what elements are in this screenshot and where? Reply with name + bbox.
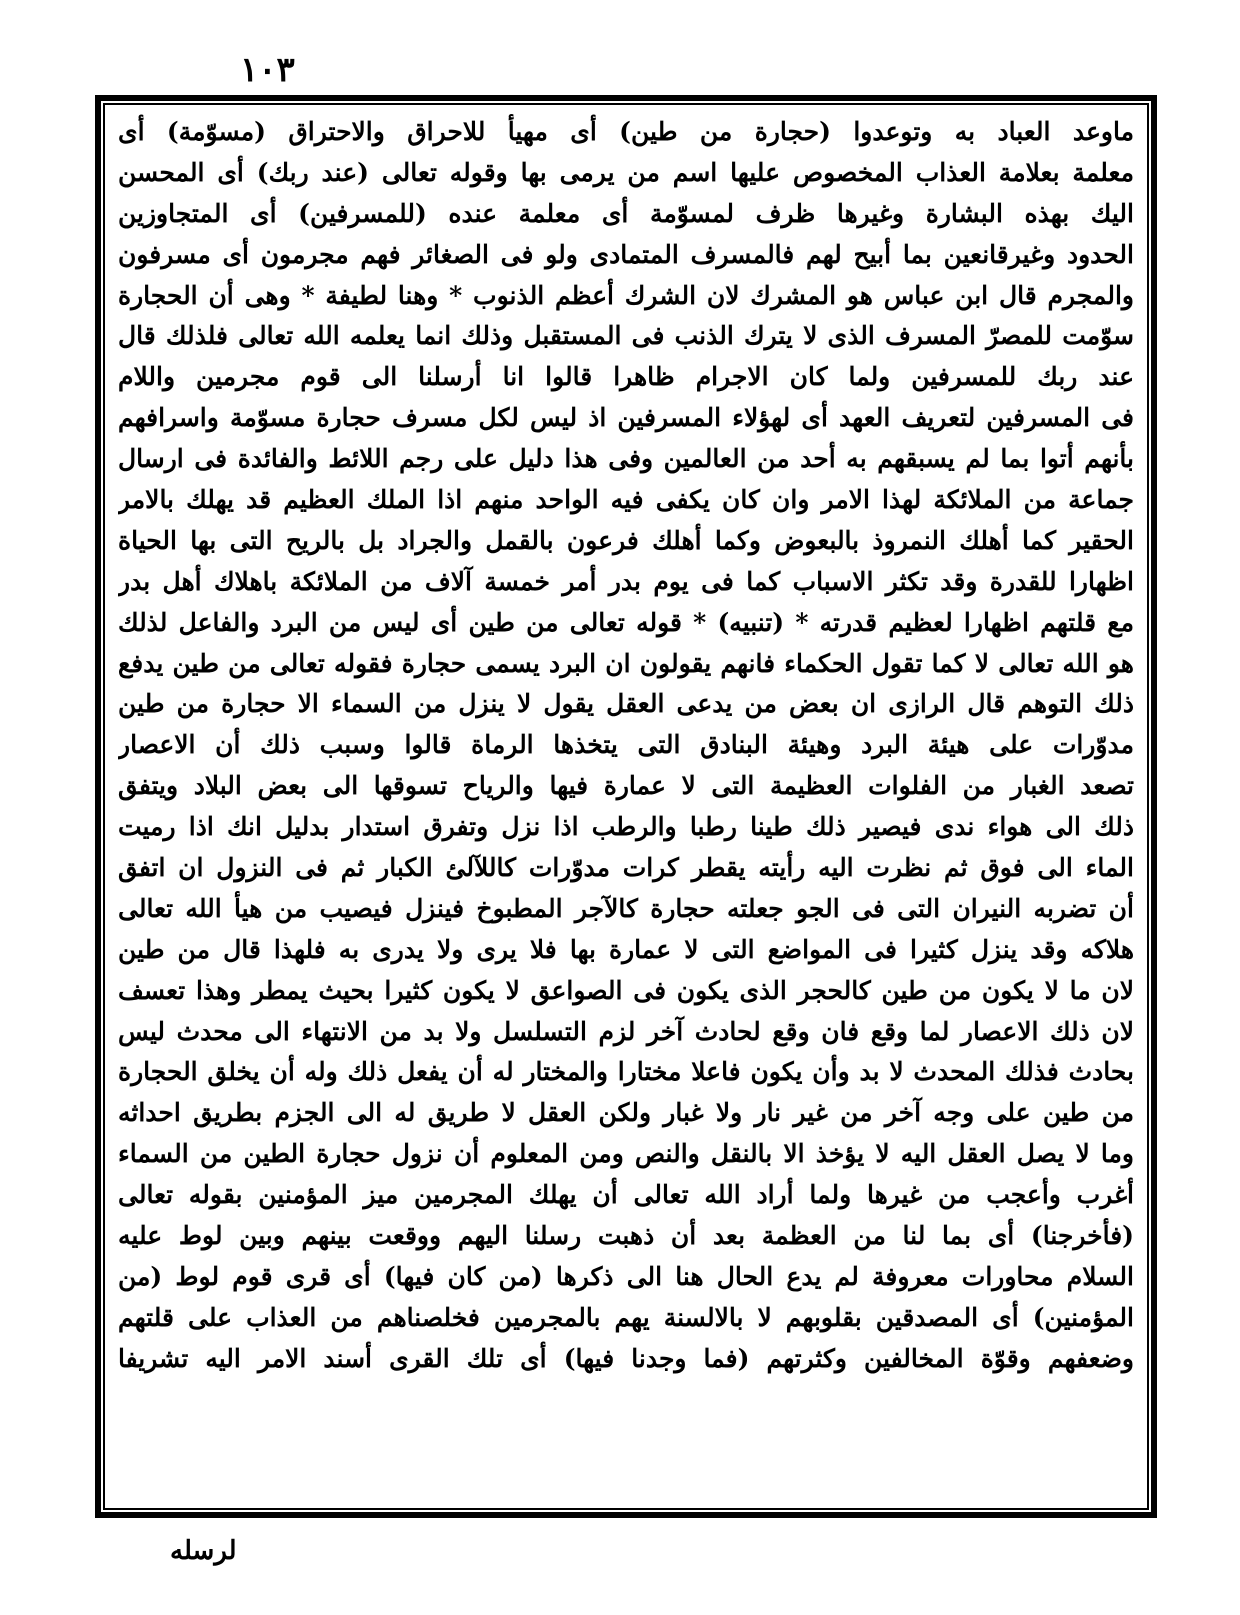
text-line: ذلك الى هواء ندى فيصير ذلك طينا رطبا والرطب اذا نزل وتفرق استدار بدليل انك اذا رميت [118, 812, 1134, 842]
text-line: مدوّرات على هيئة البرد وهيئة البنادق التى يتخذها الرماة قالوا وسبب ذلك أن الاعصار [118, 730, 1134, 760]
text-line: هلاكه وقد ينزل كثيرا فى المواضع التى لا عمارة بها فلا يرى ولا يدرى به فلهذا قال من طين [118, 934, 1134, 964]
text-line: أغرب وأعجب من غيرها ولما أراد الله تعالى أن يهلك المجرمين ميز المؤمنين بقوله تعالى [118, 1180, 1134, 1210]
text-line: ماوعد العباد به وتوعدوا (حجارة من طين) أى مهيأ للاحراق والاحتراق (مسوّمة) أى [118, 117, 1134, 146]
text-line: هو الله تعالى لا كما تقول الحكماء فانهم يقولون ان البرد يسمى حجارة فقوله تعالى من طين يدفع [118, 648, 1134, 678]
page-number: ١٠٣ [240, 50, 295, 90]
text-line: اظهارا للقدرة وقد تكثر الاسباب كما فى يوم بدر أمر خمسة آلاف من الملائكة باهلاك أهل بدر [118, 566, 1134, 596]
text-line: بحادث فذلك المحدث لا بد وأن يكون فاعلا مختارا والمختار له أن يفعل ذلك وله أن يخلق الحجارة [118, 1057, 1134, 1087]
text-line: لان ما لا يكون من طين كالحجر الذى يكون فى الصواعق لا يكون كثيرا بحيث يمطر وهذا تعسف [118, 975, 1134, 1005]
text-line: تصعد الغبار من الفلوات العظيمة التى لا عمارة فيها والرياح تسوقها الى بعض البلاد ويتفق [118, 771, 1134, 801]
text-line: الماء الى فوق ثم نظرت اليه رأيته يقطر كرات مدوّرات كاللآلئ الكبار ثم فى النزول ان اتفق [118, 853, 1134, 883]
text-line: (فأخرجنا) أى بما لنا من العظمة بعد أن ذهبت رسلنا اليهم ووقعت بينهم وبين لوط عليه [118, 1221, 1134, 1251]
text-line: معلمة بعلامة العذاب المخصوص عليها اسم من يرمى بها وقوله تعالى (عند ربك) أى المحسن [118, 157, 1134, 187]
text-line: المؤمنين) أى المصدقين بقلوبهم لا بالالسنة يهم بالمجرمين فخلصناهم من العذاب على قلتهم [118, 1302, 1134, 1332]
text-line: فى المسرفين لتعريف العهد أى لهؤلاء المسرفين اذ ليس لكل مسرف حجارة مسوّمة واسرافهم [118, 403, 1134, 433]
text-line: والمجرم قال ابن عباس هو المشرك لان الشرك أعظم الذنوب * وهنا لطيفة * وهى أن الحجارة [118, 280, 1134, 310]
text-line: سوّمت للمصرّ المسرف الذى لا يترك الذنب فى المستقبل وذلك انما يعلمه الله تعالى فلذلك قال [118, 321, 1134, 351]
text-line: اليك بهذه البشارة وغيرها ظرف لمسوّمة أى معلمة عنده (للمسرفين) أى المتجاوزين [118, 198, 1134, 228]
text-line: السلام محاورات معروفة لم يدع الحال هنا الى ذكرها (من كان فيها) أى قرى قوم لوط (من [118, 1261, 1134, 1291]
text-line: ذلك التوهم قال الرازى ان بعض من يدعى العقل يقول لا ينزل من السماء الا حجارة من طين [118, 689, 1134, 719]
text-line: لان ذلك الاعصار لما وقع فان وقع لحادث آخر لزم التسلسل ولا بد من الانتهاء الى محدث ليس [118, 1016, 1134, 1046]
catchword: لرسله [170, 1536, 237, 1566]
text-line: الحدود وغيرقانعين بما أبيح لهم فالمسرف المتمادى ولو فى الصغائر فهم مجرمون أى مسرفون [118, 239, 1134, 269]
text-line: أن تضربه النيران التى فى الجو جعلته حجارة كالآجر المطبوخ فينزل فيصيب من هيأ الله تعالى [118, 893, 1134, 923]
text-line: من طين على وجه آخر من غير نار ولا غبار ولكن العقل لا طريق له الى الجزم بطريق احداثه [118, 1098, 1134, 1128]
text-line: جماعة من الملائكة لهذا الامر وان كان يكفى فيه الواحد منهم اذا الملك العظيم قد يهلك بالامر [118, 485, 1134, 515]
text-line: عند ربك للمسرفين ولما كان الاجرام ظاهرا قالوا انا أرسلنا الى قوم مجرمين واللام [118, 362, 1134, 392]
text-line: بأنهم أتوا بما لم يسبقهم به أحد من العالمين وفى هذا دليل على رجم اللائط والفائدة فى ارسال [118, 444, 1134, 474]
text-body [118, 112, 1134, 1507]
text-line: وضعفهم وقوّة المخالفين وكثرتهم (فما وجدنا فيها) أى تلك القرى أسند الامر اليه تشريفا [118, 1343, 1134, 1373]
text-line: وما لا يصل العقل اليه لا يؤخذ الا بالنقل والنص ومن المعلوم أن نزول حجارة الطين من السماء [118, 1139, 1134, 1169]
text-line: مع قلتهم اظهارا لعظيم قدرته * (تنبيه) * قوله تعالى من طين أى ليس من البرد والفاعل لذلك [118, 607, 1134, 637]
text-line: الحقير كما أهلك النمروذ بالبعوض وكما أهلك فرعون بالقمل والجراد بل بالريح التى بها الحياة [118, 525, 1134, 555]
